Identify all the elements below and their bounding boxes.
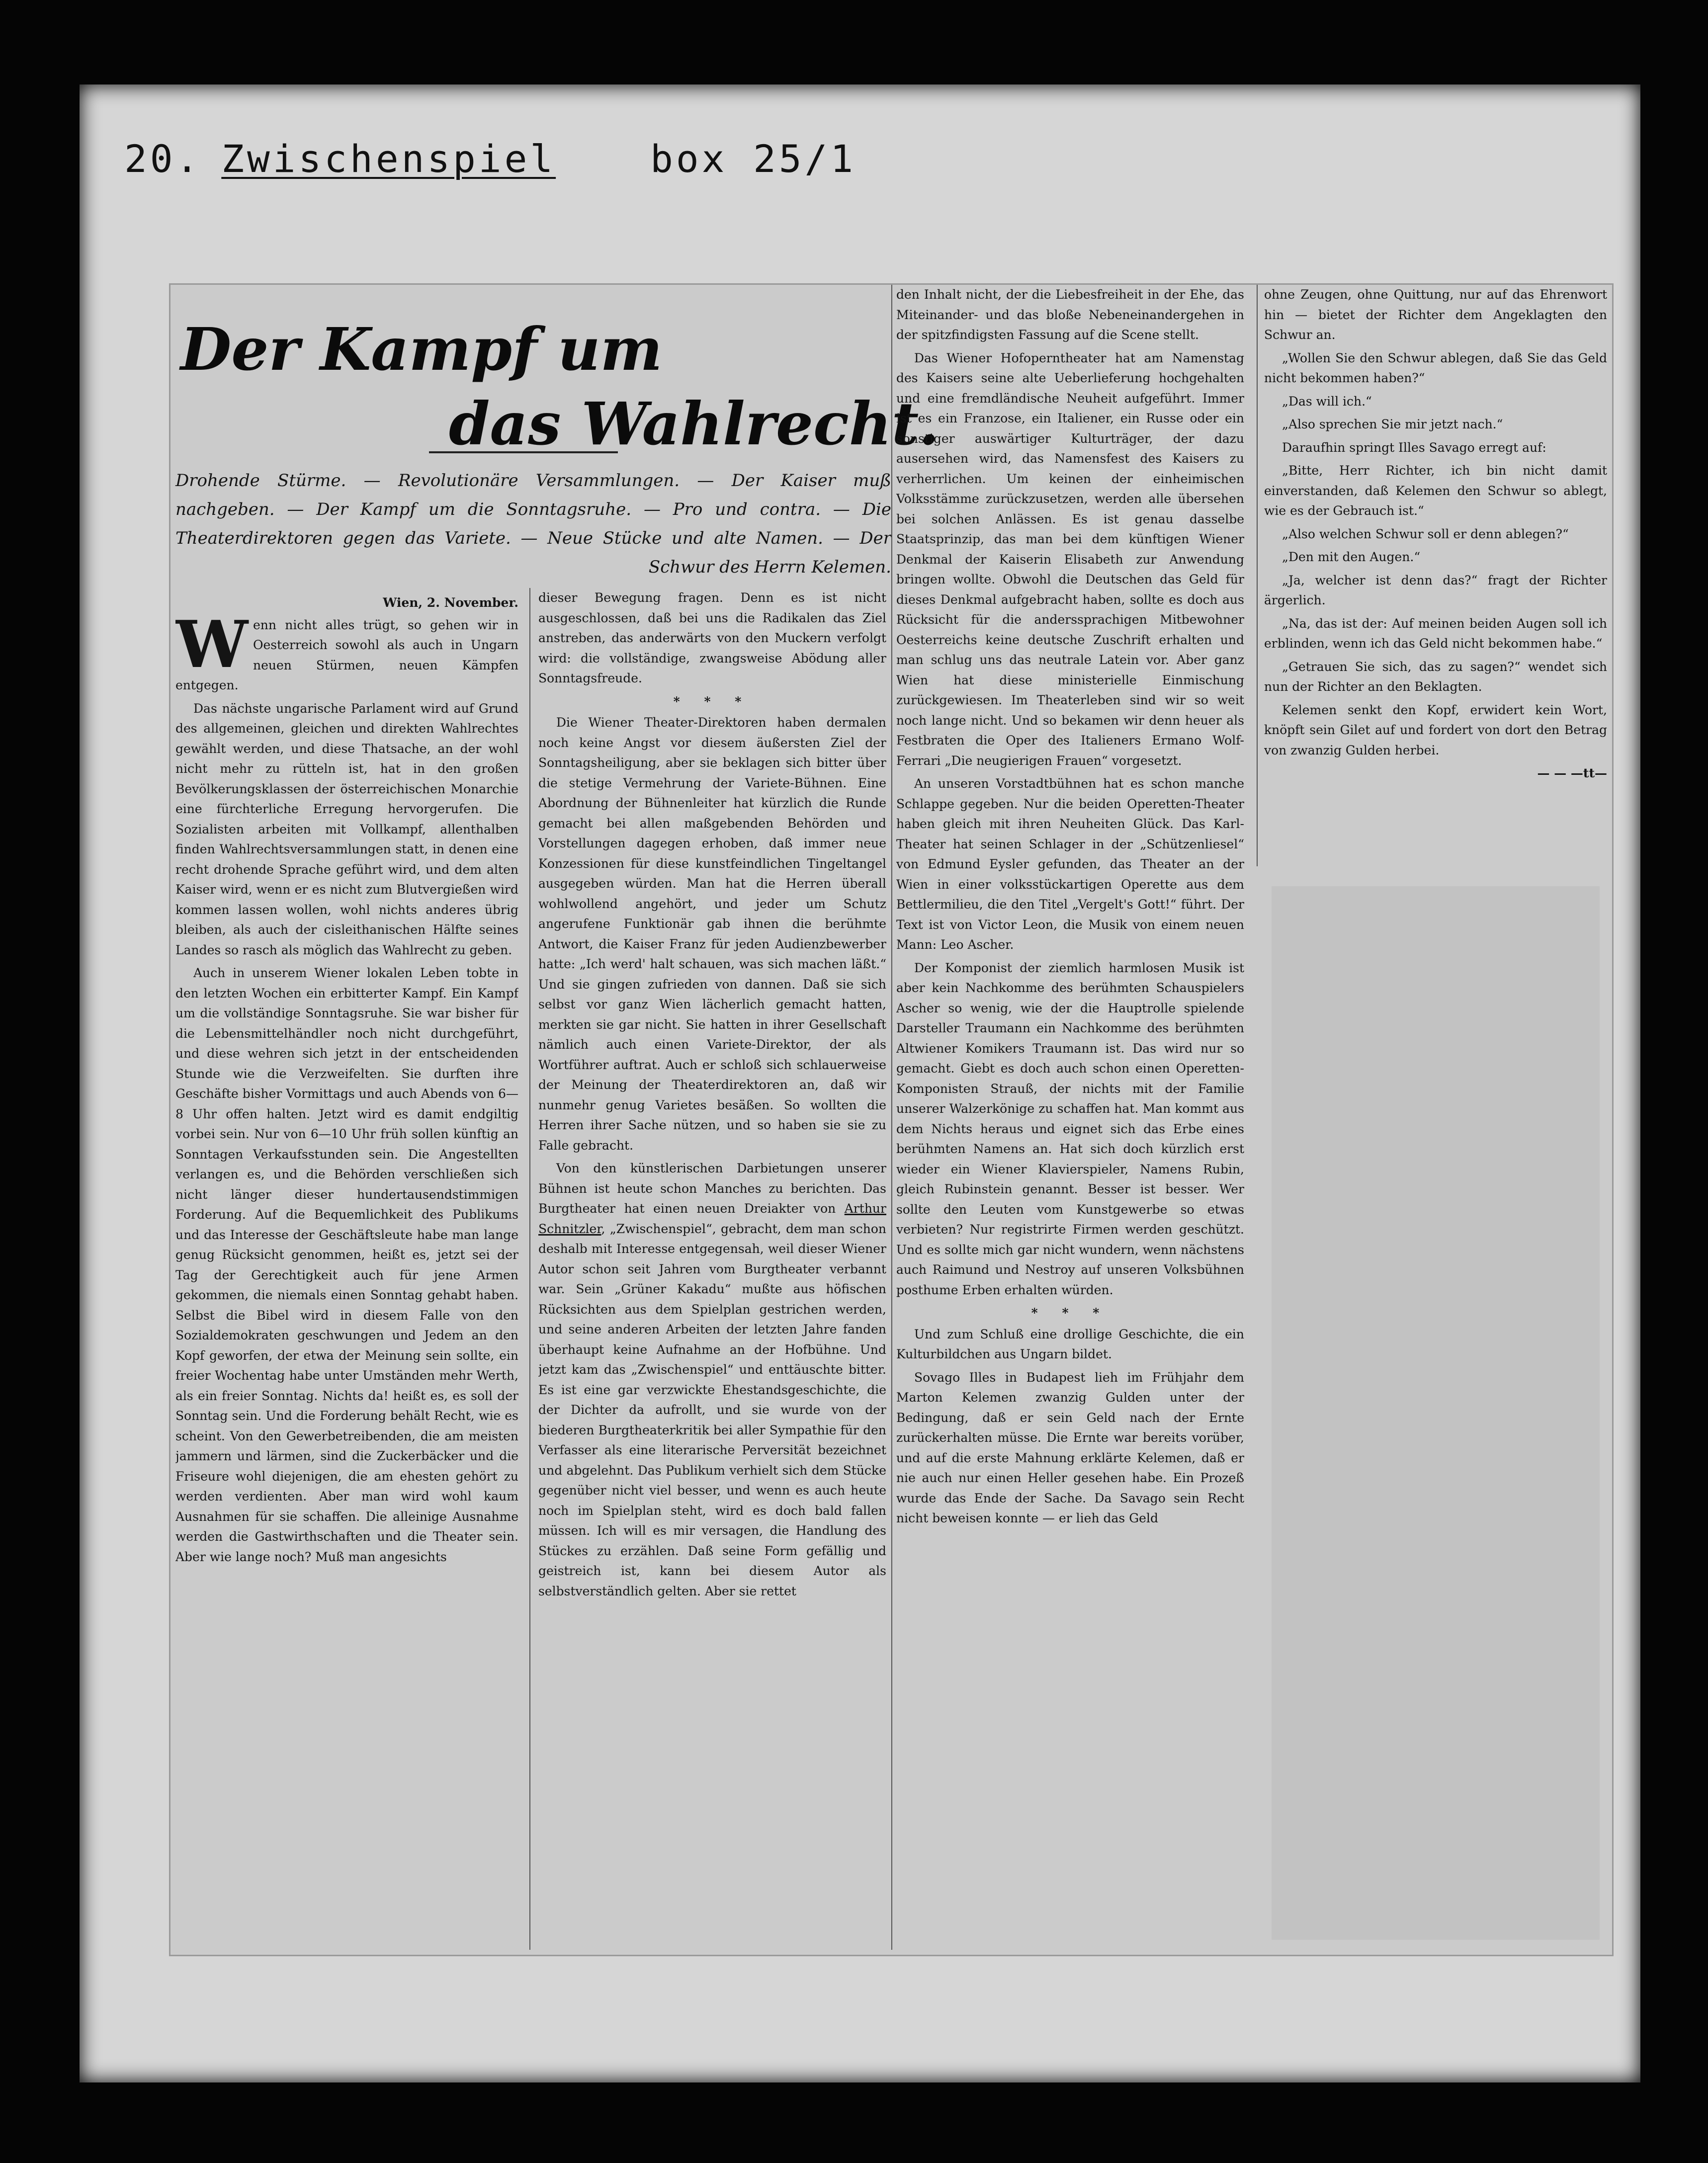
author-name: Arthur Schnitzler xyxy=(538,1201,886,1236)
lead-paragraph xyxy=(175,606,518,696)
box-label: box 25/1 xyxy=(650,137,856,181)
section-separator: * * * xyxy=(1031,1306,1110,1320)
paragraph: Kelemen senkt den Kopf, erwidert kein Wort, knöpft sein Gilet auf und fordert von dort den Betrag von zwanzig Gulden herbei. xyxy=(1264,702,1607,757)
series-title: Zwischenspiel xyxy=(221,137,556,181)
blank-paper-area xyxy=(1272,886,1600,1940)
paragraph: Und zum Schluß eine drollige Geschichte, die ein Kulturbildchen aus Ungarn bildet. xyxy=(896,1327,1244,1361)
paragraph: „Bitte, Herr Richter, ich bin nicht damit einverstanden, daß Kelemen den Schwur so ablegt, wie es der Gebrauch ist.“ xyxy=(1264,463,1607,518)
paragraph: An unseren Vorstadtbühnen hat es schon manche Schlappe gegeben. Nur die beiden Operetten-Theater haben gleich mit ihren Neuheiten Glück. Das Karl-Theater hat seinen Schlager in der „Schützenliesel“ von Edmund Eysler gefunden, das Theater an der Wien in einer volksstückartigen Operette aus dem Bettlermilieu, die den Titel „Vergelt's Gott!“ führt. Der Text ist von Victor Leon, die Musik von einem neuen Mann: Leo Ascher. xyxy=(896,776,1244,952)
paragraph: „Wollen Sie den Schwur ablegen, daß Sie das Geld nicht bekommen haben?“ xyxy=(1264,350,1607,385)
paragraph: Auch in unserem Wiener lokalen Leben tobte in den letzten Wochen ein erbitterter Kampf. Ein Kampf um die vollständige Sonntagsruhe. Sie war bisher für die Lebensmittelhändler noch nicht durchgeführt, und diese wehren sich jetzt in der entscheidenden Stunde wie die Verzweifelten. Sie durften ihre Geschäfte bisher Vormittags und auch Abends von 6—8 Uhr offen halten. Jetzt wird es damit endgiltig vorbei sein. Nur von 6—10 Uhr früh sollen künftig an Sonntagen Verkaufsstunden sein. Die Angestellten verlangen es, und die Behörden verschließen sich nicht länger dieser hundertausendstimmigen Forderung. Auf die Bequemlichkeit des Publikums und das Interesse der Geschäftsleute habe man lange genug Rücksicht genommen, heißt es, jetzt sei der Tag der Gerechtigkeit auch für jene Armen gekommen, die niemals einen Sonntag gehabt haben. Selbst die Bibel wird in diesem Falle von den Sozialdemokraten geschwungen und Jedem an den Kopf geworfen, der etwa der Meinung sein sollte, ein freier Wochentag habe unter Umständen mehr Werth, als ein freier Sonntag. Nichts da! heißt es, es soll der Sonntag sein. Und die Forderung behält Recht, wie es scheint. Von den Gewerbetreibenden, die am meisten jammern und lärmen, sind die Zuckerbäcker und die Friseure wohl diejenigen, die am ehesten gehört zu werden verdienten. Aber man wird wohl kaum Ausnahmen für sie schaffen. Die alleinige Ausnahme werden die Gastwirthschaften und die Theater sein. Aber wie lange noch? Muß man angesichts xyxy=(175,966,518,1564)
paragraph-text: Von den künstlerischen Darbietungen unserer Bühnen ist heute schon Manches zu berichten. Das Burgtheater hat einen neuen Dreiakter von xyxy=(538,1161,886,1216)
paragraph: Das nächste ungarische Parlament wird auf Grund des allgemeinen, gleichen und direkten Wahlrechtes gewählt werden, und diese Thatsache, an der wohl nicht mehr zu rütteln ist, hat in den großen Bevölkerungsklassen der österreichischen Monarchie eine fürchterliche Erregung hervorgerufen. Die Sozialisten arbeiten mit Vollkampf, allenthalben finden Wahlrechtsversammlungen statt, in denen eine recht drohende Sprache geführt wird, und dem alten Kaiser wird, wenn er es nicht zum Blutvergießen wird kommen lassen wollen, wohl nichts anderes übrig bleiben, als auch der cisleithanischen Hälfte seines Landes so rasch als möglich das Wahlrecht zu geben. xyxy=(175,701,518,957)
paragraph: Die Wiener Theater-Direktoren haben dermalen noch keine Angst vor diesem äußersten Ziel der Sonntagsheiligung, aber sie beklagen sich bitter über die stetige Vermehrung der Variete-Bühnen. Eine Abordnung der Bühnenleiter hat kürzlich die Runde gemacht bei allen maßgebenden Behörden und Vorstellungen dagegen erhoben, daß immer neue Konzessionen für diese kunstfeindlichen Tingeltangel ausgegeben würden. Man hat die Herren überall wohlwollend angehört, und jeder um Schutz angerufene Funktionär gab ihnen die berühmte Antwort, die Kaiser Franz für jeden Audienzbewerber hatte: „Ich werd' halt schauen, was sich machen läßt.“ Und sie gingen zufrieden von dannen. Daß sie sich selbst vor ganz Wien lächerlich gemacht hatten, merkten sie gar nicht. Sie hatten in ihrer Gesellschaft nämlich auch einen Variete-Direktor, der als Wortführer auftrat. Auch er schloß sich schlauerweise der Meinung der Theaterdirektoren an, daß wir nunmehr genug Varietes besäßen. So wollten die Herren ihrer Sache nützen, und so haben sie sie zu Falle gebracht. xyxy=(538,715,886,1153)
author-signature: — — —tt— xyxy=(1537,766,1607,780)
paragraph: „Also sprechen Sie mir jetzt nach.“ xyxy=(1282,417,1503,431)
paragraph: „Na, das ist der: Auf meinen beiden Augen soll ich erblinden, wenn ich das Geld nicht bekommen habe.“ xyxy=(1264,616,1607,651)
paragraph: „Getrauen Sie sich, das zu sagen?“ wendet sich nun der Richter an den Beklagten. xyxy=(1264,659,1607,694)
column-rule xyxy=(891,285,892,1950)
paragraph: „Also welchen Schwur soll er denn ablegen?“ xyxy=(1282,526,1569,541)
paragraph-text: , „Zwischenspiel“, gebracht, dem man schon deshalb mit Interesse entgegensah, weil dieser Wiener Autor schon seit Jahren vom Burgtheater verbannt war. Sein „Grüner Kakadu“ mußte aus höfischen Rücksichten aus dem Spielplan gestrichen werden, und seine anderen Arbeiten der letzten Jahre fanden überhaupt keine Aufnahme an der Hofbühne. Und jetzt kam das „Zwischenspiel“ und enttäuschte bitter. Es ist eine gar verzwickte Ehestandsgeschichte, die der Dichter da aufrollt, und sie wurde von der biederen Burgtheaterkritik bei aller Sympathie für den Verfasser als eine literarische Perversität bezeichnet und abgelehnt. Das Publikum verhielt sich dem Stücke gegenüber nicht viel besser, und wenn es auch heute noch im Spielplan steht, wird es doch bald fallen müssen. Ich will es mir versagen, die Handlung des Stückes zu erzählen. Daß seine Form gefällig und geistreich ist, kann bei diesem Autor als selbstverständlich gelten. Aber sie rettet xyxy=(538,1221,886,1598)
paragraph: dieser Bewegung fragen. Denn es ist nicht ausgeschlossen, daß bei uns die Radikalen das Ziel anstreben, das anderwärts von den Muckern verfolgt wird: die vollständige, zwangsweise Abödung aller Sonntagsfreude. xyxy=(538,590,886,685)
headline-rule xyxy=(429,451,618,453)
paragraph: den Inhalt nicht, der die Liebesfreiheit in der Ehe, das Miteinander- und das bloße Nebeneinandergehen in der spitzfindigsten Fassung auf die Scene stellt. xyxy=(896,287,1244,342)
column-rule xyxy=(1257,285,1258,866)
headline-line-2: das Wahlrecht. xyxy=(449,389,939,458)
newspaper-clipping xyxy=(169,283,1614,1956)
paragraph: Sovago Illes in Budapest lieh im Frühjahr dem Marton Kelemen zwanzig Gulden unter der Bedingung, daß er sein Geld nach der Ernte zurückerhalten müsse. Die Ernte war bereits vorüber, und auf die erste Mahnung erklärte Kelemen, daß er nie auch nur einen Heller gesehen habe. Ein Prozeß wurde das Ende der Sache. Da Savago sein Recht nicht beweisen konnte — er lieh das Geld xyxy=(896,1370,1244,1525)
folder-number: 20. xyxy=(124,137,202,181)
section-separator: * * * xyxy=(673,694,752,709)
paragraph: ohne Zeugen, ohne Quittung, nur auf das Ehrenwort hin — bietet der Richter dem Angeklagten den Schwur an. xyxy=(1264,287,1607,342)
paragraph xyxy=(538,1159,886,1601)
subheadline: Drohende Stürme. — Revolutionäre Versammlungen. — Der Kaiser muß nachgeben. — Der Kampf um die Sonntagsruhe. — Pro und contra. — Die Theaterdirektoren gegen das Variete. — Neue Stücke und alte Namen. — Der Schwur des Herrn Kelemen. xyxy=(175,471,891,577)
headline-line-1: Der Kampf um xyxy=(180,315,663,384)
article-column-1 xyxy=(175,593,518,1955)
paragraph: „Das will ich.“ xyxy=(1282,394,1372,409)
paragraph: Das Wiener Hofoperntheater hat am Namenstag des Kaisers seine alte Ueberlieferung hochgehalten und eine fremdländische Neuheit aufgeführt. Immer ist es ein Franzose, ein Italiener, ein Russe oder ein sonstiger auswärtiger Kulturträger, der dazu ausersehen wird, das Namensfest des Kaisers zu verherrlichen. Um keinen der einheimischen Volksstämme zurückzusetzen, werden alle übersehen bei solchen Anlässen. Es ist genau dasselbe Staatsprinzip, das man bei dem künftigen Wiener Denkmal der Kaiserin Elisabeth zur Anwendung bringen wollte. Obwohl die Deutschen das Geld für dieses Denkmal aufgebracht haben, sollte es doch aus Rücksicht für die anderssprachigen Mitbewohner Oesterreichs keine deutsche Zuschrift erhalten und man schlug uns das neutrale Latein vor. Aber ganz Wien hat diese ministerielle Einmischung zurückgewiesen. Im Theaterleben sind wir so weit noch lange nicht. Und so bekamen wir denn heuer als Festbraten die Oper des Italieners Ermano Wolf-Ferrari „Die neugierigen Frauen“ vorgesetzt. xyxy=(896,350,1244,768)
paragraph: „Ja, welcher ist denn das?“ fragt der Richter ärgerlich. xyxy=(1264,573,1607,607)
lead-text: enn nicht alles trügt, so gehen wir in Oesterreich sowohl als auch in Ungarn neuen Stürmen, neuen Kämpfen entgegen. xyxy=(175,617,518,692)
column-rule xyxy=(529,588,530,1950)
paragraph: Daraufhin springt Illes Savago erregt auf: xyxy=(1282,440,1546,455)
article-column-3 xyxy=(896,285,1244,1955)
article-column-2 xyxy=(538,588,886,1955)
archive-header xyxy=(124,137,856,181)
article-column-4 xyxy=(1264,285,1607,861)
drop-cap: W xyxy=(175,606,248,682)
paragraph: „Den mit den Augen.“ xyxy=(1282,550,1421,564)
paragraph: Der Komponist der ziemlich harmlosen Musik ist aber kein Nachkomme des berühmten Schauspielers Ascher so wenig, wie der die Hauptrolle spielende Darsteller Traumann ein Nachkomme des berühmten Altwiener Komikers Traumann ist. Das wird nur so gemacht. Giebt es doch auch schon einen Operetten-Komponisten Strauß, der nichts mit der Familie unserer Walzerkönige zu schaffen hat. Man kommt aus dem Nichts heraus und eignet sich das Erbe eines berühmten Namens an. Hat sich doch kürzlich erst wieder ein Wiener Klavierspieler, Namens Rubin, gleich Rubinstein genannt. Besser ist besser. Wer sollte den Leuten vom Kunstgewerbe so etwas verbieten? Nur registrirte Firmen werden geschützt. Und es sollte mich gar nicht wundern, wenn nächstens auch Raimund und Nestroy auf unseren Volksbühnen posthume Erben erhalten würden. xyxy=(896,960,1244,1297)
dateline: Wien, 2. November. xyxy=(383,595,518,610)
